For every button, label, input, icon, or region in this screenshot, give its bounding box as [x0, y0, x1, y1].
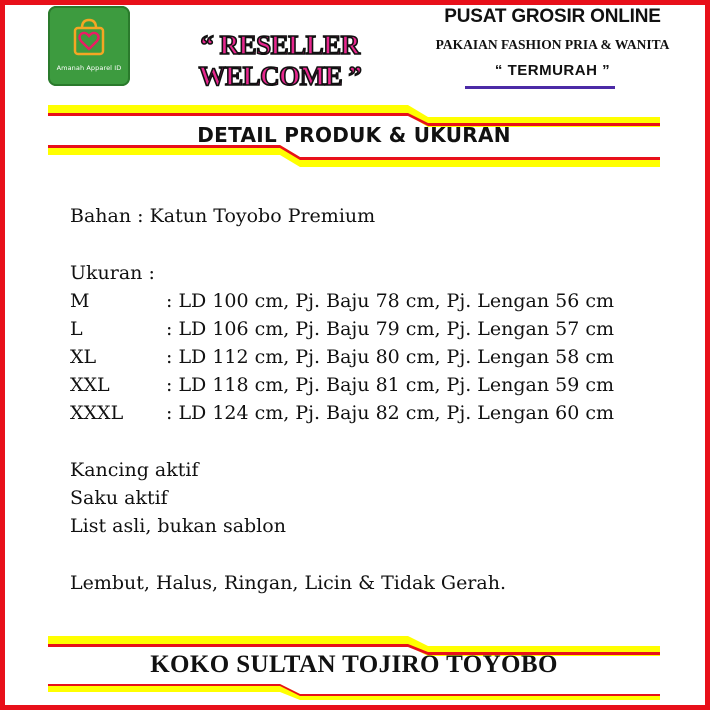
store-logo — [48, 6, 130, 86]
size-name: XXXL — [70, 402, 124, 424]
size-name: XXL — [70, 374, 110, 396]
pusat-grosir-heading: PUSAT GROSIR ONLINE — [444, 6, 661, 27]
size-measurements: : LD 118 cm, Pj. Baju 81 cm, Pj. Lengan 59 cm — [166, 374, 615, 396]
termurah-underline — [465, 86, 615, 89]
product-name-title: KOKO SULTAN TOJIRO TOYOBO — [150, 651, 558, 678]
detail-banner — [48, 103, 660, 169]
size-name: M — [70, 290, 90, 312]
size-measurements: : LD 100 cm, Pj. Baju 78 cm, Pj. Lengan 56 cm — [166, 290, 615, 312]
tagline-text: Lembut, Halus, Ringan, Licin & Tidak Gerah. — [70, 572, 506, 594]
size-name: L — [70, 318, 83, 340]
feature-item: Saku aktif — [70, 487, 168, 509]
size-measurements: : LD 106 cm, Pj. Baju 79 cm, Pj. Lengan 57 cm — [166, 318, 615, 340]
termurah-text: “ TERMURAH ” — [494, 62, 611, 79]
size-measurements: : LD 112 cm, Pj. Baju 80 cm, Pj. Lengan 58 cm — [166, 346, 615, 368]
shopping-bag-heart-icon — [68, 16, 110, 58]
feature-item: List asli, bukan sablon — [70, 515, 286, 537]
pakaian-subheading: PAKAIAN FASHION PRIA & WANITA — [435, 37, 670, 52]
size-measurements: : LD 124 cm, Pj. Baju 82 cm, Pj. Lengan 60 cm — [166, 402, 615, 424]
product-name-banner — [48, 634, 660, 700]
logo-text: Amanah Apparel ID — [56, 64, 122, 72]
size-name: XL — [70, 346, 97, 368]
feature-item: Kancing aktif — [70, 459, 199, 481]
ukuran-label: Ukuran : — [70, 262, 155, 284]
reseller-welcome-heading: “ RESELLER WELCOME ” — [198, 30, 362, 91]
detail-banner-title: DETAIL PRODUK & UKURAN — [197, 123, 511, 147]
bahan-text: Bahan : Katun Toyobo Premium — [70, 205, 376, 227]
